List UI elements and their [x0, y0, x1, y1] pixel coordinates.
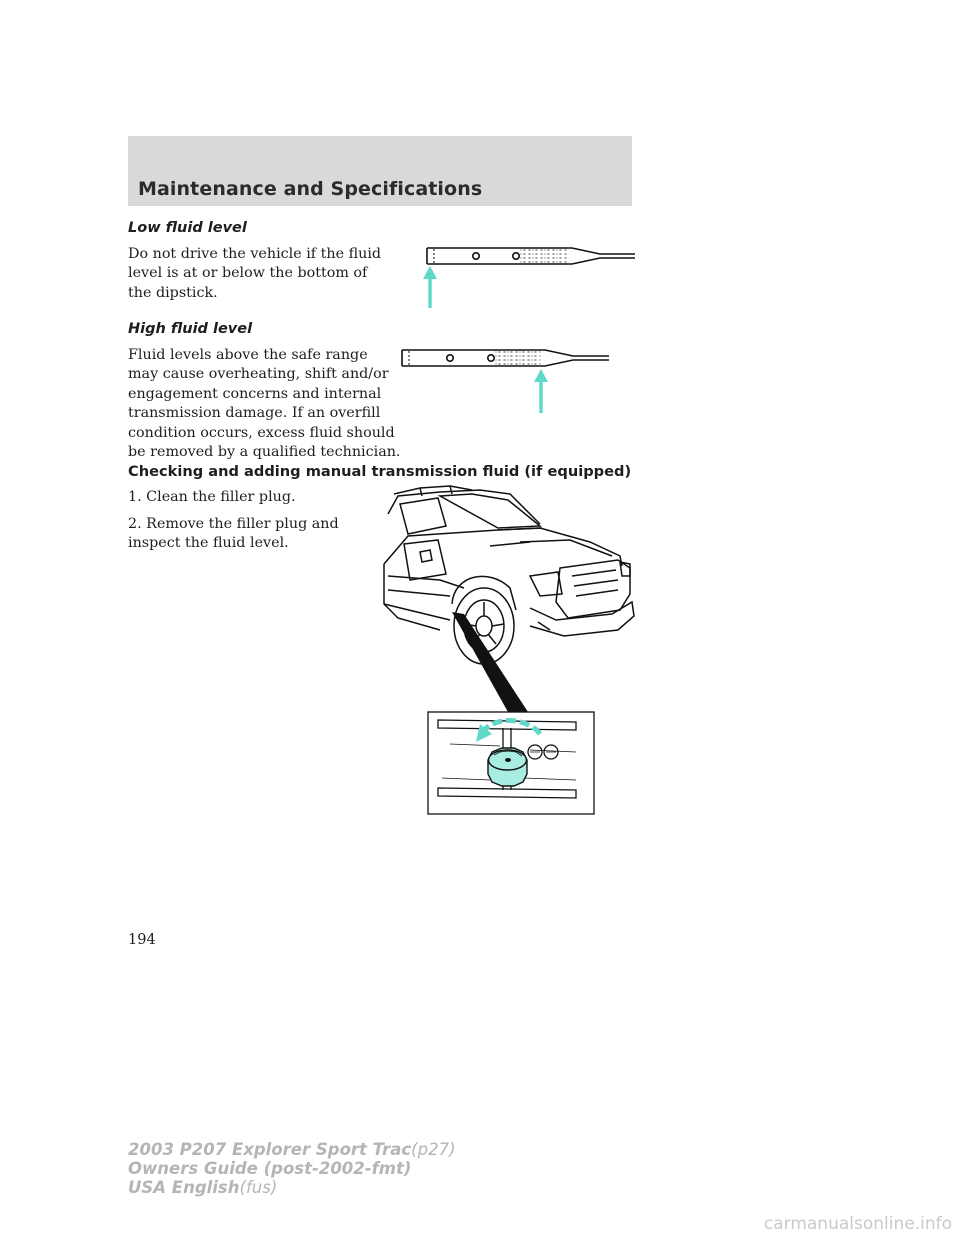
footer-guide: Owners Guide (post-2002-fmt) [128, 1159, 412, 1178]
low-fluid-heading: Low fluid level [128, 220, 247, 236]
document-footer [128, 1140, 456, 1197]
text-line: level is at or below the bottom of [128, 265, 368, 282]
page-number: 194 [128, 932, 156, 948]
text-line: the dipstick. [128, 284, 218, 301]
filler-plug-icon [488, 748, 527, 786]
truck-outline [384, 486, 634, 664]
vehicle-filler-plug-illustration [380, 484, 640, 819]
page-title: Maintenance and Specifications [138, 178, 483, 200]
pointer-wedge [452, 612, 528, 712]
high-level-dipstick-illustration [395, 340, 620, 420]
arrow-icon [423, 266, 437, 308]
text-line: transmission damage. If an overfill [128, 405, 381, 422]
step-1: 1. Clean the filler plug. [128, 489, 296, 505]
step-2 [128, 515, 339, 554]
manual-transmission-heading: Checking and adding manual transmission fluid (if equipped) [128, 463, 632, 480]
arrow-icon [534, 369, 548, 413]
text-line: 2. Remove the filler plug and [128, 516, 339, 532]
footer-model: 2003 P207 Explorer Sport Trac [128, 1140, 412, 1159]
text-line: may cause overheating, shift and/or [128, 366, 389, 383]
high-fluid-text [128, 346, 400, 462]
footer-language: USA English [128, 1178, 240, 1197]
low-level-dipstick-illustration [420, 236, 640, 316]
text-line: condition occurs, excess fluid should [128, 424, 395, 441]
high-fluid-heading: High fluid level [128, 321, 253, 337]
text-line: engagement concerns and internal [128, 385, 382, 402]
footer-language-code: (fus) [239, 1178, 278, 1197]
watermark: carmanualsonline.info [763, 1214, 952, 1234]
low-fluid-text [128, 245, 381, 303]
text-line: Fluid levels above the safe range [128, 347, 368, 363]
footer-model-code: (p27) [411, 1140, 456, 1159]
text-line: Do not drive the vehicle if the fluid [128, 246, 382, 262]
text-line: be removed by a qualified technician. [128, 444, 401, 461]
text-line: inspect the fluid level. [128, 535, 289, 552]
